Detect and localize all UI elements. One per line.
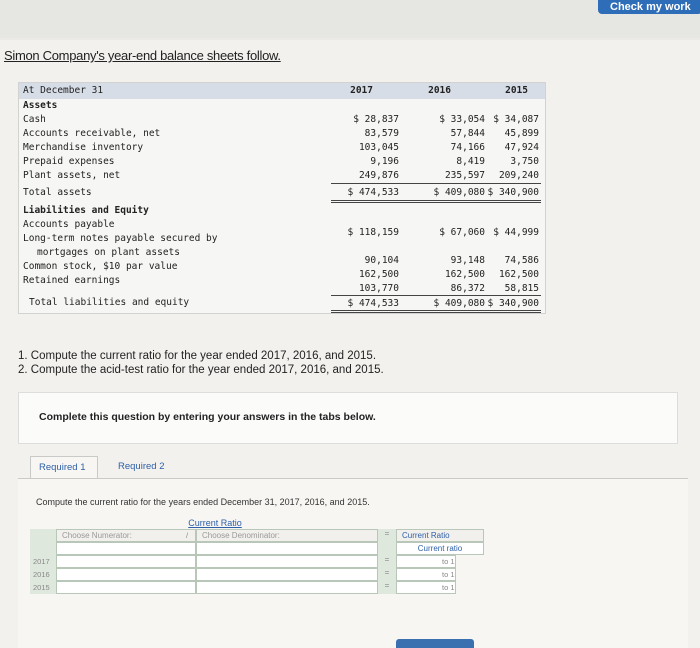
row-2015	[30, 581, 485, 594]
prepaid-2015: 3,750	[510, 156, 539, 167]
year-2017: 2017	[350, 85, 373, 96]
subheader-denominator-cell	[196, 542, 378, 555]
numerator-header: Choose Numerator:	[56, 529, 196, 542]
re-2016: 86,372	[450, 283, 485, 294]
liab-heading: Liabilities and Equity	[23, 205, 149, 216]
re-2017: 103,770	[358, 283, 399, 294]
balance-sheet	[18, 82, 546, 314]
ar-2016: 57,844	[450, 128, 485, 139]
numerator-input-2015[interactable]	[56, 581, 196, 594]
denominator-header: Choose Denominator:	[196, 529, 378, 542]
assets-heading: Assets	[23, 100, 58, 111]
total-assets-2016: $ 409,080	[433, 187, 485, 198]
question-2: 2. Compute the acid-test ratio for the year ended 2017, 2016, and 2015.	[18, 364, 384, 376]
ltn-2016: 93,148	[450, 255, 485, 266]
result-subheader: Current ratio	[396, 542, 484, 555]
numerator-input-2016[interactable]	[56, 568, 196, 581]
inv-2015: 47,924	[504, 142, 539, 153]
required1-instruction: Compute the current ratio for the years ended December 31, 2017, 2016, and 2015.	[36, 497, 370, 507]
year-label-2015: 2015	[30, 581, 56, 594]
cash-2015: $ 34,087	[493, 114, 539, 125]
total-le-2017: $ 474,533	[347, 298, 399, 309]
current-ratio-grid	[30, 518, 485, 626]
inv-2017: 103,045	[358, 142, 399, 153]
cash-2017: $ 28,837	[353, 114, 399, 125]
denominator-input-2015[interactable]	[196, 581, 378, 594]
year-label-2016: 2016	[30, 568, 56, 581]
equals-2016: =	[378, 568, 396, 581]
label-ltn-2: mortgages on plant assets	[37, 247, 180, 258]
label-retained-earnings: Retained earnings	[23, 275, 121, 286]
inv-2016: 74,166	[450, 142, 485, 153]
row-2017	[30, 555, 485, 568]
label-inventory: Merchandise inventory	[23, 142, 144, 153]
label-common-stock: Common stock, $10 par value	[23, 261, 178, 272]
next-tab-button[interactable]	[396, 639, 474, 648]
instruction-text: Complete this question by entering your answers in the tabs below.	[39, 411, 376, 423]
cs-2016: 162,500	[444, 269, 485, 280]
label-ap: Accounts payable	[23, 219, 115, 230]
result-header: Current Ratio	[396, 529, 484, 542]
subheader-year-cell	[30, 542, 56, 555]
ltn-2015: 74,586	[504, 255, 539, 266]
top-strip	[0, 0, 700, 38]
subtotal-rule	[331, 183, 541, 184]
tab-required-2[interactable]: Required 2	[118, 461, 165, 472]
year-label-2017: 2017	[30, 555, 56, 568]
re-2015: 58,815	[504, 283, 539, 294]
prepaid-2016: 8,419	[456, 156, 485, 167]
year-2015: 2015	[505, 85, 528, 96]
plant-2015: 209,240	[498, 170, 539, 181]
slash-header: /	[186, 531, 189, 540]
header-year-cell	[30, 529, 56, 542]
label-prepaid: Prepaid expenses	[23, 156, 115, 167]
total-le-2016: $ 409,080	[433, 298, 485, 309]
subtotal-rule-2	[331, 295, 541, 296]
total-le-double-rule	[331, 310, 541, 313]
equals-2015: =	[378, 581, 396, 594]
label-total-le: Total liabilities and equity	[29, 297, 190, 308]
unit-2016: to 1	[442, 570, 455, 579]
equals-header: =	[378, 529, 396, 542]
plant-2017: 249,876	[358, 170, 399, 181]
year-2016: 2016	[428, 85, 451, 96]
unit-2015: to 1	[442, 583, 455, 592]
grid-header-row	[30, 529, 485, 542]
total-assets-2015: $ 340,900	[487, 187, 539, 198]
tab-required-1[interactable]: Required 1	[30, 456, 98, 478]
row-2016	[30, 568, 485, 581]
label-ltn-1: Long-term notes payable secured by	[23, 233, 218, 244]
label-ar: Accounts receivable, net	[23, 128, 161, 139]
ap-2017: $ 118,159	[347, 227, 399, 238]
cs-2017: 162,500	[358, 269, 399, 280]
subheader-numerator-cell	[56, 542, 196, 555]
ap-2016: $ 67,060	[439, 227, 485, 238]
prepaid-2017: 9,196	[370, 156, 399, 167]
ltn-2017: 90,104	[364, 255, 399, 266]
problem-title: Simon Company's year-end balance sheets follow.	[4, 48, 281, 63]
denominator-input-2017[interactable]	[196, 555, 378, 568]
questions	[18, 349, 384, 377]
cash-2016: $ 33,054	[439, 114, 485, 125]
ar-2015: 45,899	[504, 128, 539, 139]
cs-2015: 162,500	[498, 269, 539, 280]
label-total-assets: Total assets	[23, 187, 92, 198]
label-plant: Plant assets, net	[23, 170, 121, 181]
grid-subheader-row	[30, 542, 485, 555]
instruction-box	[18, 392, 678, 444]
current-ratio-title: Current Ratio	[188, 518, 242, 528]
unit-2017: to 1	[442, 557, 455, 566]
ap-2015: $ 44,999	[493, 227, 539, 238]
plant-2016: 235,597	[444, 170, 485, 181]
question-1: 1. Compute the current ratio for the year ended 2017, 2016, and 2015.	[18, 350, 377, 362]
total-assets-2017: $ 474,533	[347, 187, 399, 198]
numerator-input-2017[interactable]	[56, 555, 196, 568]
total-le-2015: $ 340,900	[487, 298, 539, 309]
subheader-eq-cell	[378, 542, 396, 555]
header-label: At December 31	[23, 85, 104, 96]
total-assets-double-rule	[331, 200, 541, 203]
ar-2017: 83,579	[364, 128, 399, 139]
equals-2017: =	[378, 555, 396, 568]
label-cash: Cash	[23, 114, 46, 125]
denominator-input-2016[interactable]	[196, 568, 378, 581]
check-my-work-button[interactable]: Check my work	[598, 0, 700, 14]
